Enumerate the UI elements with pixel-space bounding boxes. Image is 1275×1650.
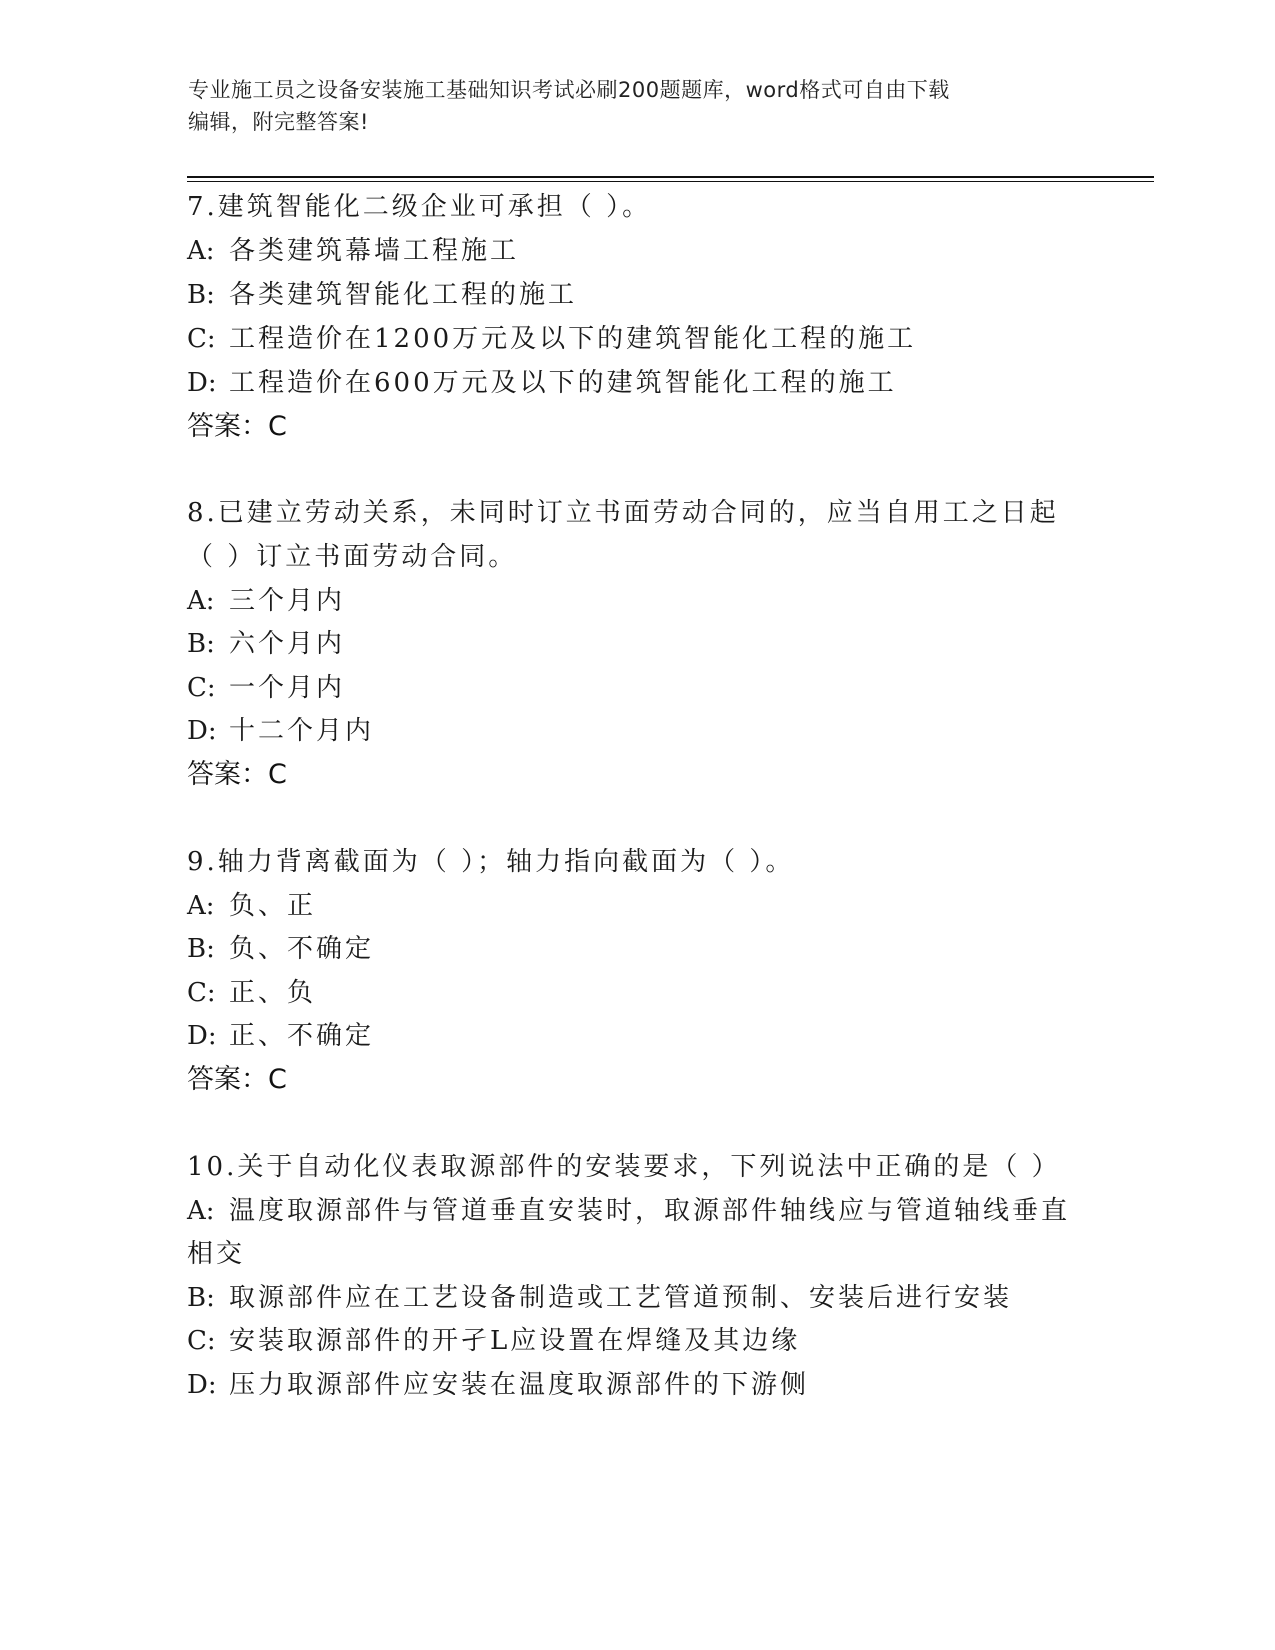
question-9-answer: 答案：C [187,1064,287,1095]
option-label: B: [187,280,215,310]
option-text: 压力取源部件应安装在温度取源部件的下游侧 [229,1370,810,1400]
option-text: 负、不确定 [229,934,375,964]
document-header [188,74,1068,138]
option-text: 正、不确定 [229,1021,375,1051]
question-8-option-a [187,584,345,618]
question-8-option-d [187,714,374,748]
option-label: A: [187,586,215,616]
question-9-option-c [187,976,316,1010]
option-text: 各类建筑幕墙工程施工 [229,236,520,266]
question-10-option-c [187,1324,800,1358]
question-8-stem-continued: （ ）订立书面劳动合同。 [187,542,518,572]
option-label: D: [187,1370,217,1400]
option-label: C: [187,1326,216,1356]
question-7-option-b [187,278,577,312]
option-label: C: [187,673,216,703]
question-9-option-b [187,932,374,966]
question-7-option-a [187,234,519,268]
option-label: A: [187,891,215,921]
option-text: 一个月内 [229,673,346,703]
option-label: A: [187,236,215,266]
header-divider-top [187,176,1154,178]
question-10-option-b [187,1281,1012,1315]
question-9-stem: 9.轴力背离截面为（ ）；轴力指向截面为（ ）。 [187,847,795,877]
option-text: 各类建筑智能化工程的施工 [229,280,578,310]
question-8-option-c [187,671,345,705]
option-label: D: [187,1021,217,1051]
option-label: B: [187,629,215,659]
option-label: C: [187,324,216,354]
header-divider-bottom [187,181,1154,182]
option-label: B: [187,1283,215,1313]
question-10-option-a-continued: 相交 [187,1239,246,1269]
question-10-option-a [187,1194,1070,1228]
option-text: 十二个月内 [229,716,375,746]
question-10-option-d [187,1368,809,1402]
option-text: 正、负 [229,978,317,1008]
option-label: A: [187,1196,215,1226]
option-label: C: [187,978,216,1008]
question-8-option-b [187,627,345,661]
question-8-answer: 答案：C [187,759,287,790]
question-8-stem: 8.已建立劳动关系，未同时订立书面劳动合同的，应当自用工之日起 [187,498,1059,528]
option-label: D: [187,368,217,398]
option-text: 安装取源部件的开孑L应设置在焊缝及其边缘 [229,1326,801,1356]
option-text: 负、正 [229,891,317,921]
header-line-2: 编辑，附完整答案! [188,110,369,134]
option-label: D: [187,716,217,746]
question-7-option-d [187,366,897,400]
header-line-1: 专业施工员之设备安装施工基础知识考试必刷200题题库，word格式可自由下载 [188,78,950,102]
option-label: B: [187,934,215,964]
option-text: 温度取源部件与管道垂直安装时，取源部件轴线应与管道轴线垂直 [229,1196,1071,1226]
question-9-option-a [187,889,316,923]
option-text: 工程造价在1200万元及以下的建筑智能化工程的施工 [229,324,917,354]
option-text: 六个月内 [229,629,346,659]
option-text: 三个月内 [229,586,346,616]
option-text: 工程造价在600万元及以下的建筑智能化工程的施工 [229,368,897,398]
question-7-stem: 7.建筑智能化二级企业可承担（ ）。 [187,192,652,222]
option-text: 取源部件应在工艺设备制造或工艺管道预制、安装后进行安装 [229,1283,1013,1313]
question-7-option-c [187,322,916,356]
question-7-answer: 答案：C [187,411,287,442]
question-10-stem: 10.关于自动化仪表取源部件的安装要求，下列说法中正确的是（ ） [187,1152,1061,1182]
question-9-option-d [187,1019,374,1053]
